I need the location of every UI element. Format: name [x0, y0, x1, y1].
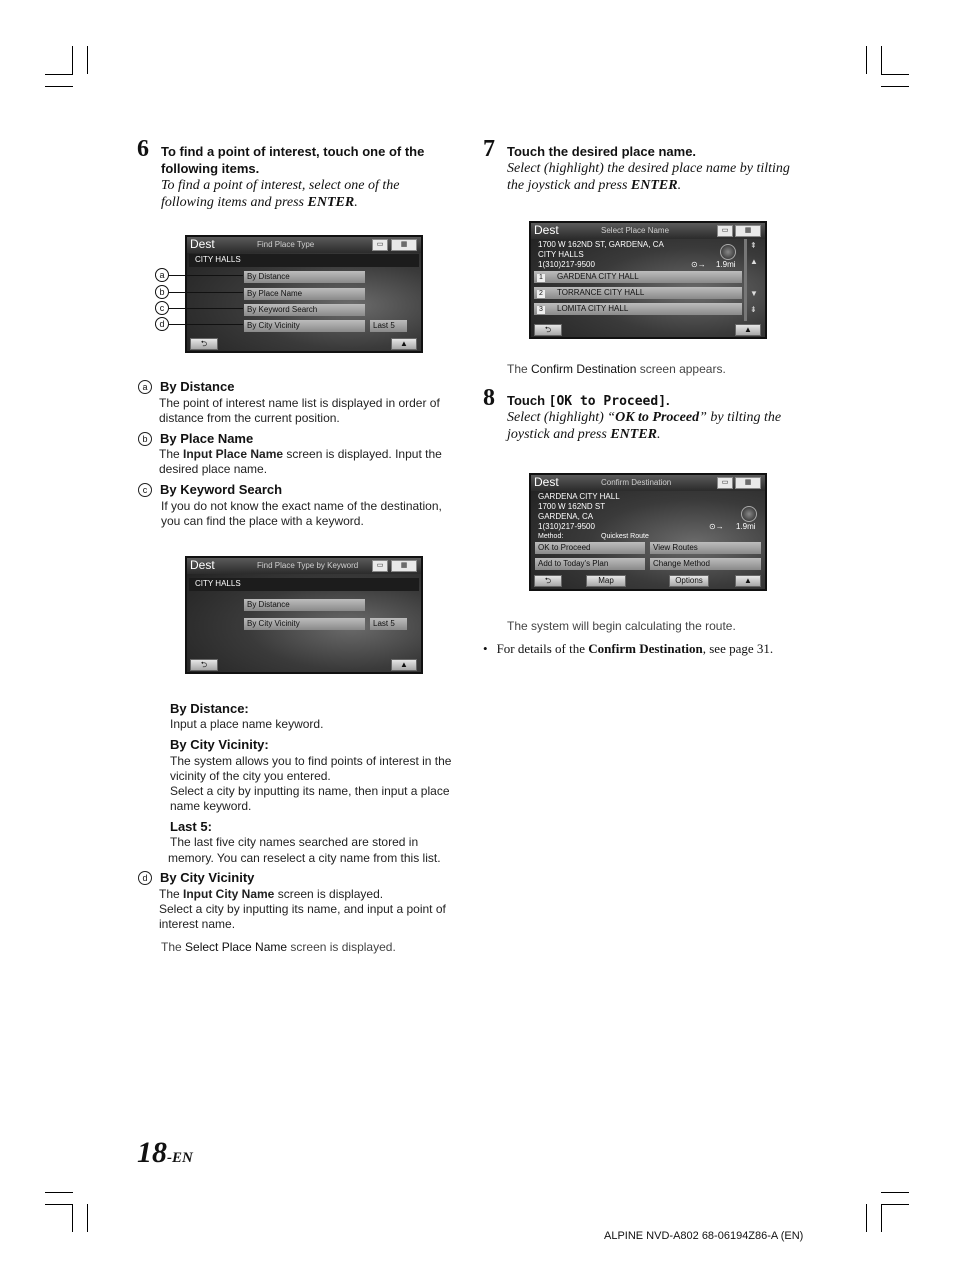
step-number: 7: [483, 136, 495, 162]
text-fragment: screen is displayed. Input the: [283, 447, 442, 461]
list-item[interactable]: [534, 287, 742, 299]
crop-mark: [45, 74, 73, 75]
crop-mark: [87, 46, 88, 74]
map-arrow-icon[interactable]: ▲: [391, 659, 417, 671]
text-fragment: ” by tilting the: [699, 410, 782, 425]
step-heading: [507, 392, 670, 410]
screen-dest-label: Dest: [534, 223, 559, 237]
screen-name: Confirm Destination: [531, 362, 637, 376]
text-fragment: screen is displayed.: [274, 887, 384, 901]
row-index: 3: [537, 306, 545, 314]
item-c-heading: [138, 482, 282, 498]
direction-icon: ⊙→: [691, 260, 706, 269]
callout-line: [169, 275, 243, 276]
body-line: [159, 447, 442, 462]
row-index: 2: [537, 290, 545, 298]
map-arrow-icon[interactable]: ▲: [735, 324, 761, 336]
screen-title: Confirm Destination: [601, 478, 672, 487]
crop-mark: [881, 1192, 909, 1193]
ok-to-proceed-label: [OK to Proceed]: [548, 394, 667, 409]
by-city-vicinity-button[interactable]: By City Vicinity: [244, 618, 365, 630]
find-place-type-keyword-screen: [185, 556, 423, 674]
crop-mark: [72, 46, 73, 74]
bullet-note: [483, 641, 773, 657]
place-address: 1700 W 162ND ST, GARDENA, CA: [538, 240, 664, 249]
crop-mark: [866, 46, 867, 74]
screen-name: Input Place Name: [183, 447, 284, 461]
page-number-suffix: -EN: [167, 1150, 193, 1166]
step-heading-line: following items.: [161, 161, 260, 176]
step-heading-line: To find a point of interest, touch one of the: [161, 144, 425, 159]
callout-line: [169, 324, 243, 325]
keyboard-button[interactable]: ▦: [735, 225, 761, 237]
enter-key-label: ENTER: [630, 178, 678, 193]
mark-a: a: [138, 380, 152, 394]
body-line: vicinity of the city you entered.: [170, 769, 331, 783]
note-title: By City Vicinity:: [170, 737, 269, 752]
enter-key-label: ENTER: [307, 195, 355, 210]
note-text: Input a place name keyword.: [170, 717, 324, 731]
instruction-line: [507, 409, 781, 426]
map-arrow-icon[interactable]: ▲: [391, 338, 417, 350]
find-place-type-screen: [185, 235, 423, 353]
back-icon[interactable]: ⮌: [534, 575, 562, 587]
keyboard-button[interactable]: ▦: [391, 560, 417, 572]
scroll-down-icon[interactable]: ▼: [750, 289, 758, 298]
mark-d: d: [138, 871, 152, 885]
crop-mark: [45, 86, 73, 87]
note-text: The last five city names searched are stored in: [170, 835, 419, 849]
item-c-body: [161, 499, 442, 529]
direction-icon: ⊙→: [709, 522, 724, 531]
back-icon[interactable]: ⮌: [534, 324, 562, 336]
text-fragment: the joystick and press: [507, 178, 631, 193]
body-line: distance from the current position.: [159, 411, 340, 425]
mark-c: c: [138, 483, 152, 497]
text-fragment: joystick and press: [507, 427, 611, 442]
place-name: TORRANCE CITY HALL: [557, 288, 645, 297]
item-title: By City Vicinity: [160, 870, 255, 885]
crop-mark: [881, 74, 909, 75]
list-view-button[interactable]: ▭: [717, 225, 733, 237]
body-line: Select a city by inputting its name, then input a place: [170, 784, 450, 798]
body-line: If you do not know the exact name of the destination,: [161, 499, 442, 513]
text-fragment: .: [666, 393, 670, 408]
calculating-note: The system will begin calculating the route.: [507, 619, 736, 633]
callout-d: d: [155, 317, 169, 331]
body-line: The point of interest name list is displayed in order of: [159, 396, 440, 410]
category-bar: CITY HALLS: [189, 254, 419, 267]
item-d-heading: [138, 870, 254, 886]
crop-mark: [45, 1192, 73, 1193]
list-view-button[interactable]: ▭: [717, 477, 733, 489]
callout-line: [169, 292, 243, 293]
place-distance: 1.9mi: [716, 260, 736, 269]
by-keyword-search-button[interactable]: By Keyword Search: [244, 304, 365, 316]
enter-key-label: ENTER: [610, 427, 657, 442]
confirm-note: [507, 362, 726, 377]
text-fragment: The: [159, 887, 184, 901]
text-fragment: .: [677, 178, 682, 193]
text-fragment: The: [159, 447, 184, 461]
scroll-up-icon[interactable]: ▲: [750, 257, 758, 266]
callout-a: a: [155, 268, 169, 282]
text-fragment: The: [161, 940, 186, 954]
list-item[interactable]: [534, 303, 742, 315]
add-to-todays-plan-button[interactable]: Add to Today's Plan: [535, 558, 645, 570]
options-button[interactable]: Options: [669, 575, 709, 587]
place-category: CITY HALLS: [538, 250, 584, 259]
crop-mark: [866, 1204, 867, 1232]
by-distance-button[interactable]: By Distance: [244, 271, 365, 283]
note-text: memory. You can reselect a city name from this list.: [168, 851, 441, 865]
destination-phone: 1(310)217-9500: [538, 522, 595, 531]
text-fragment: For details of the: [496, 641, 589, 656]
item-a-body: [159, 396, 440, 426]
text-fragment: Touch: [507, 393, 549, 408]
item-title: By Keyword Search: [160, 482, 283, 497]
compass-icon: [741, 506, 757, 522]
page-number-digits: 18: [137, 1136, 167, 1169]
keyboard-button[interactable]: ▦: [391, 239, 417, 251]
crop-mark: [881, 46, 882, 74]
change-method-button[interactable]: Change Method: [650, 558, 761, 570]
text-fragment: , see page 31.: [702, 641, 774, 656]
text-fragment: The: [507, 362, 532, 376]
item-b-body: [159, 447, 442, 477]
note-title: By Distance:: [170, 701, 249, 716]
instruction-line: [161, 194, 400, 211]
last5-button[interactable]: Last 5: [370, 320, 407, 332]
note-text: [170, 754, 451, 814]
screen-name: Input City Name: [183, 887, 275, 901]
by-distance-button[interactable]: By Distance: [244, 599, 365, 611]
text-fragment: Select (highlight) “: [507, 410, 616, 425]
body-line: [159, 887, 446, 902]
place-row: [534, 303, 742, 315]
callout-c: c: [155, 301, 169, 315]
step-instruction: [161, 177, 400, 211]
instruction-line: [507, 426, 781, 443]
screen-name: Select Place Name: [185, 940, 288, 954]
place-row: [534, 287, 742, 299]
callout-b: b: [155, 285, 169, 299]
screen-dest-label: Dest: [534, 475, 559, 489]
page-number: [137, 1136, 193, 1170]
by-place-name-button[interactable]: By Place Name: [244, 288, 365, 300]
category-bar: CITY HALLS: [189, 578, 419, 591]
step-instruction: [507, 160, 790, 194]
step-heading: Touch the desired place name.: [507, 144, 697, 159]
map-button[interactable]: Map: [586, 575, 626, 587]
ok-to-proceed-button[interactable]: OK to Proceed: [535, 542, 645, 554]
list-view-button[interactable]: ▭: [372, 239, 388, 251]
back-icon[interactable]: ⮌: [190, 338, 218, 350]
text-fragment: screen is displayed.: [287, 940, 396, 954]
screen-name: Confirm Destination: [588, 641, 703, 656]
method-label: Method:: [538, 533, 564, 540]
place-name: GARDENA CITY HALL: [557, 272, 639, 281]
body-line: interest name.: [159, 917, 236, 931]
step-number: 6: [137, 136, 149, 162]
crop-mark: [881, 1204, 882, 1232]
ok-to-proceed-label: OK to Proceed: [615, 410, 700, 425]
item-d-body: [159, 887, 446, 932]
callout-line: [169, 308, 243, 309]
note-title: Last 5:: [170, 819, 212, 834]
view-routes-button[interactable]: View Routes: [650, 542, 761, 554]
body-line: Select a city by inputting its name, and input a point of: [159, 902, 446, 916]
text-fragment: .: [657, 427, 661, 442]
place-row: [534, 271, 742, 283]
keyboard-button[interactable]: ▦: [735, 477, 761, 489]
screen-title: Find Place Type by Keyword: [257, 561, 359, 570]
text-fragment: following items and press: [161, 195, 308, 210]
destination-city: GARDENA, CA: [538, 512, 594, 521]
item-title: By Distance: [160, 379, 235, 394]
crop-mark: [881, 1204, 909, 1205]
method-value: Quickest Route: [601, 533, 649, 540]
item-title: By Place Name: [160, 431, 254, 446]
select-place-name-screen: [529, 221, 767, 339]
by-city-vicinity-button[interactable]: By City Vicinity: [244, 320, 365, 332]
destination-street: 1700 W 162ND ST: [538, 502, 606, 511]
step-heading: [161, 143, 424, 177]
text-fragment: .: [354, 195, 358, 210]
body-line: desired place name.: [159, 462, 268, 476]
scrollbar[interactable]: [744, 239, 747, 321]
text-fragment: screen appears.: [636, 362, 726, 376]
place-phone: 1(310)217-9500: [538, 260, 595, 269]
item-a-heading: [138, 379, 234, 395]
select-place-note: [161, 940, 396, 955]
instruction-line: [507, 177, 790, 194]
list-item[interactable]: [534, 271, 742, 283]
step-instruction: [507, 409, 781, 443]
instruction-line: Select (highlight) the desired place name by tilting: [507, 161, 790, 176]
screen-title: Select Place Name: [601, 226, 670, 235]
page-down-icon[interactable]: ⇟: [750, 305, 757, 314]
item-b-heading: [138, 431, 253, 447]
screen-dest-label: Dest: [190, 237, 215, 251]
screen-title: Find Place Type: [257, 240, 315, 249]
crop-mark: [881, 86, 909, 87]
mark-b: b: [138, 432, 152, 446]
confirm-destination-screen: [529, 473, 767, 591]
destination-name: GARDENA CITY HALL: [538, 492, 620, 501]
place-name: LOMITA CITY HALL: [557, 304, 629, 313]
destination-distance: 1.9mi: [736, 522, 756, 531]
map-arrow-icon[interactable]: ▲: [735, 575, 761, 587]
back-icon[interactable]: ⮌: [190, 659, 218, 671]
instruction-line: To find a point of interest, select one of the: [161, 178, 400, 193]
crop-mark: [72, 1204, 73, 1232]
crop-mark: [45, 1204, 73, 1205]
body-line: you can find the place with a keyword.: [161, 514, 364, 528]
document-code: ALPINE NVD-A802 68-06194Z86-A (EN): [604, 1230, 804, 1242]
last5-button[interactable]: Last 5: [370, 618, 407, 630]
step-number: 8: [483, 385, 495, 411]
page-up-icon[interactable]: ⇞: [750, 241, 757, 250]
row-index: 1: [537, 274, 545, 282]
crop-mark: [87, 1204, 88, 1232]
screen-dest-label: Dest: [190, 558, 215, 572]
bullet-mark: •: [483, 641, 488, 656]
list-view-button[interactable]: ▭: [372, 560, 388, 572]
compass-icon: [720, 244, 736, 260]
body-line: The system allows you to find points of interest in the: [170, 754, 452, 768]
body-line: name keyword.: [170, 799, 252, 813]
